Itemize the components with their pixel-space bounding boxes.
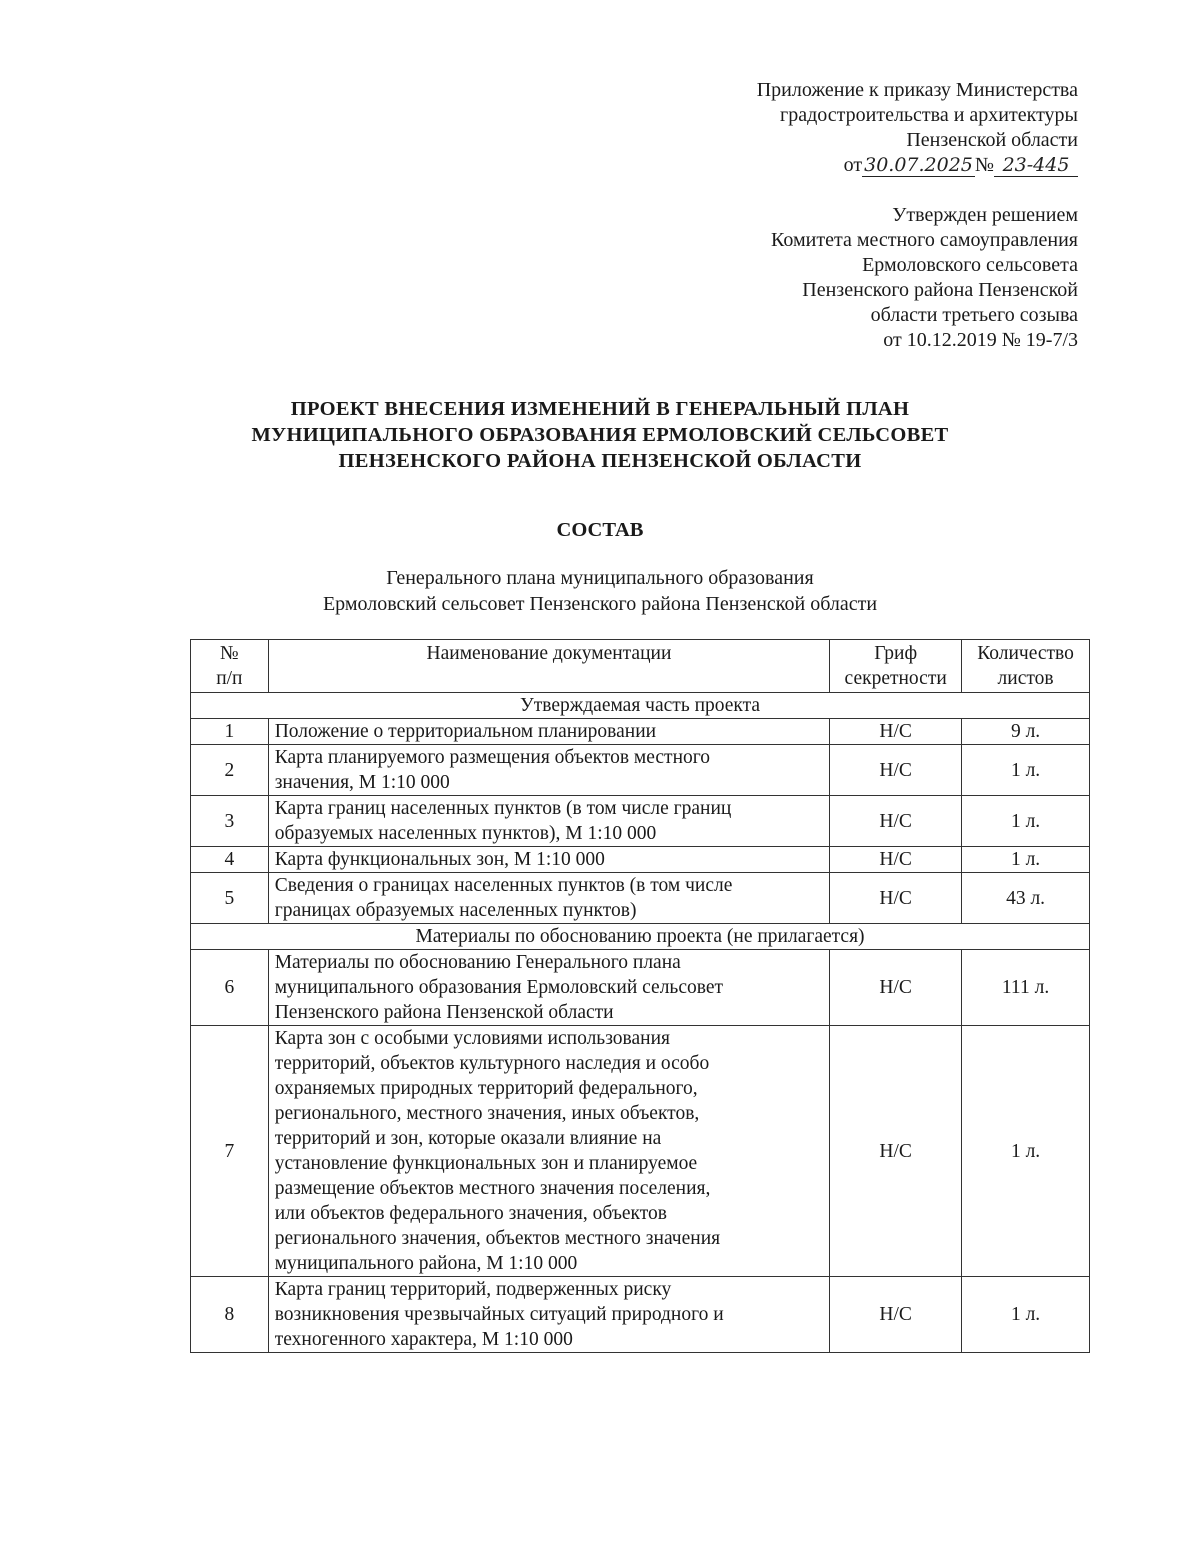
header-grif: Гриф секретности: [830, 640, 962, 693]
row-sheet-count: 1 л.: [962, 1026, 1090, 1277]
document-name-line: Положение о территориальном планировании: [274, 721, 657, 742]
row-number: 4: [191, 847, 269, 873]
section-title: Материалы по обоснованию проекта (не прилагается): [191, 924, 1090, 950]
title-line: ПРОЕКТ ВНЕСЕНИЯ ИЗМЕНЕНИЙ В ГЕНЕРАЛЬНЫЙ ПЛАН: [290, 398, 910, 420]
table-row: [191, 796, 1090, 847]
row-secrecy: Н/С: [830, 719, 962, 745]
row-secrecy: Н/С: [830, 1277, 962, 1353]
appendix-header: [757, 78, 1078, 178]
title-line: ПЕНЗЕНСКОГО РАЙОНА ПЕНЗЕНСКОЙ ОБЛАСТИ: [338, 450, 862, 472]
row-document-name: [268, 847, 829, 873]
row-document-name: [268, 719, 829, 745]
document-name-line: границах образуемых населенных пунктов): [274, 900, 637, 921]
table-row: [191, 873, 1090, 924]
row-sheet-count: 1 л.: [962, 1277, 1090, 1353]
approval-line: Пензенского района Пензенской: [802, 279, 1078, 301]
document-name-line: Карта планируемого размещения объектов местного: [274, 747, 711, 768]
row-document-name: [268, 873, 829, 924]
title-line: МУНИЦИПАЛЬНОГО ОБРАЗОВАНИЯ ЕРМОЛОВСКИЙ СЕЛЬСОВЕТ: [251, 424, 949, 446]
approval-line: Ермоловского сельсовета: [862, 254, 1078, 276]
document-title: [0, 396, 1200, 474]
document-name-line: установление функциональных зон и планируемое: [274, 1153, 698, 1174]
row-document-name: [268, 796, 829, 847]
document-name-line: муниципального района, М 1:10 000: [274, 1253, 578, 1274]
row-secrecy: Н/С: [830, 1026, 962, 1277]
table-row: [191, 719, 1090, 745]
document-name-line: Пензенского района Пензенской области: [274, 1002, 614, 1023]
row-secrecy: Н/С: [830, 745, 962, 796]
table-row: [191, 1277, 1090, 1353]
row-sheet-count: 1 л.: [962, 745, 1090, 796]
row-number: 5: [191, 873, 269, 924]
approval-line: области третьего созыва: [870, 304, 1078, 326]
row-sheet-count: 1 л.: [962, 796, 1090, 847]
document-name-line: значения, М 1:10 000: [274, 772, 450, 793]
appendix-line: Приложение к приказу Министерства: [756, 79, 1078, 101]
header-name: Наименование документации: [268, 640, 829, 693]
row-document-name: [268, 745, 829, 796]
table-body: [191, 693, 1090, 1353]
document-name-line: возникновения чрезвычайных ситуаций природного и: [274, 1304, 724, 1325]
handwritten-number: 23-445: [994, 154, 1078, 177]
table-header-row: [191, 640, 1090, 693]
row-document-name: [268, 1277, 829, 1353]
table-row: [191, 847, 1090, 873]
document-name-line: охраняемых природных территорий федерального,: [274, 1078, 698, 1099]
approval-block: [771, 203, 1078, 353]
document-name-line: Карта границ территорий, подверженных риску: [274, 1279, 672, 1300]
document-name-line: муниципального образования Ермоловский сельсовет: [274, 977, 723, 998]
row-number: 3: [191, 796, 269, 847]
number-sign: №: [974, 154, 994, 176]
row-secrecy: Н/С: [830, 873, 962, 924]
row-number: 2: [191, 745, 269, 796]
appendix-date-line: [757, 153, 1078, 178]
document-name-line: размещение объектов местного значения поселения,: [274, 1178, 711, 1199]
sostav-heading: СОСТАВ: [556, 519, 644, 541]
document-name-line: Карта зон с особыми условиями использования: [274, 1028, 670, 1049]
table-row: [191, 1026, 1090, 1277]
row-secrecy: Н/С: [830, 796, 962, 847]
document-name-line: регионального значения, объектов местного значения: [274, 1228, 721, 1249]
section-title: Утверждаемая часть проекта: [191, 693, 1090, 719]
row-number: 8: [191, 1277, 269, 1353]
document-name-line: Сведения о границах населенных пунктов (в том числе: [274, 875, 733, 896]
row-number: 1: [191, 719, 269, 745]
document-name-line: образуемых населенных пунктов), М 1:10 000: [274, 823, 657, 844]
document-name-line: территорий и зон, которые оказали влияние на: [274, 1128, 662, 1149]
approval-line: Утвержден решением: [892, 204, 1078, 226]
row-document-name: [268, 1026, 829, 1277]
row-number: 7: [191, 1026, 269, 1277]
table-row: [191, 950, 1090, 1026]
subtitle-line: Генерального плана муниципального образования: [386, 567, 814, 589]
document-subtitle: [0, 565, 1200, 617]
row-sheet-count: 43 л.: [962, 873, 1090, 924]
document-name-line: территорий, объектов культурного наследия и особо: [274, 1053, 710, 1074]
date-prefix: от: [843, 154, 863, 176]
row-document-name: [268, 950, 829, 1026]
row-sheet-count: 1 л.: [962, 847, 1090, 873]
header-num: № п/п: [191, 640, 269, 693]
section-row: [191, 693, 1090, 719]
handwritten-date: 30.07.2025: [864, 154, 973, 176]
appendix-line: градостроительства и архитектуры: [780, 104, 1078, 126]
document-name-line: Карта границ населенных пунктов (в том числе границ: [274, 798, 732, 819]
row-secrecy: Н/С: [830, 847, 962, 873]
document-name-line: регионального, местного значения, иных объектов,: [274, 1103, 700, 1124]
document-name-line: Карта функциональных зон, М 1:10 000: [274, 849, 605, 870]
section-row: [191, 924, 1090, 950]
row-sheet-count: 9 л.: [962, 719, 1090, 745]
header-count: Количество листов: [962, 640, 1090, 693]
approval-line: от 10.12.2019 № 19-7/3: [883, 329, 1078, 351]
row-sheet-count: 111 л.: [962, 950, 1090, 1026]
row-secrecy: Н/С: [830, 950, 962, 1026]
document-name-line: техногенного характера, М 1:10 000: [274, 1329, 573, 1350]
document-name-line: Материалы по обоснованию Генерального плана: [274, 952, 681, 973]
document-name-line: или объектов федерального значения, объектов: [274, 1203, 667, 1224]
row-number: 6: [191, 950, 269, 1026]
appendix-line: Пензенской области: [906, 129, 1078, 151]
table-row: [191, 745, 1090, 796]
subtitle-line: Ермоловский сельсовет Пензенского района Пензенской области: [322, 593, 878, 615]
approval-line: Комитета местного самоуправления: [771, 229, 1078, 251]
documents-table: [190, 639, 1090, 1353]
